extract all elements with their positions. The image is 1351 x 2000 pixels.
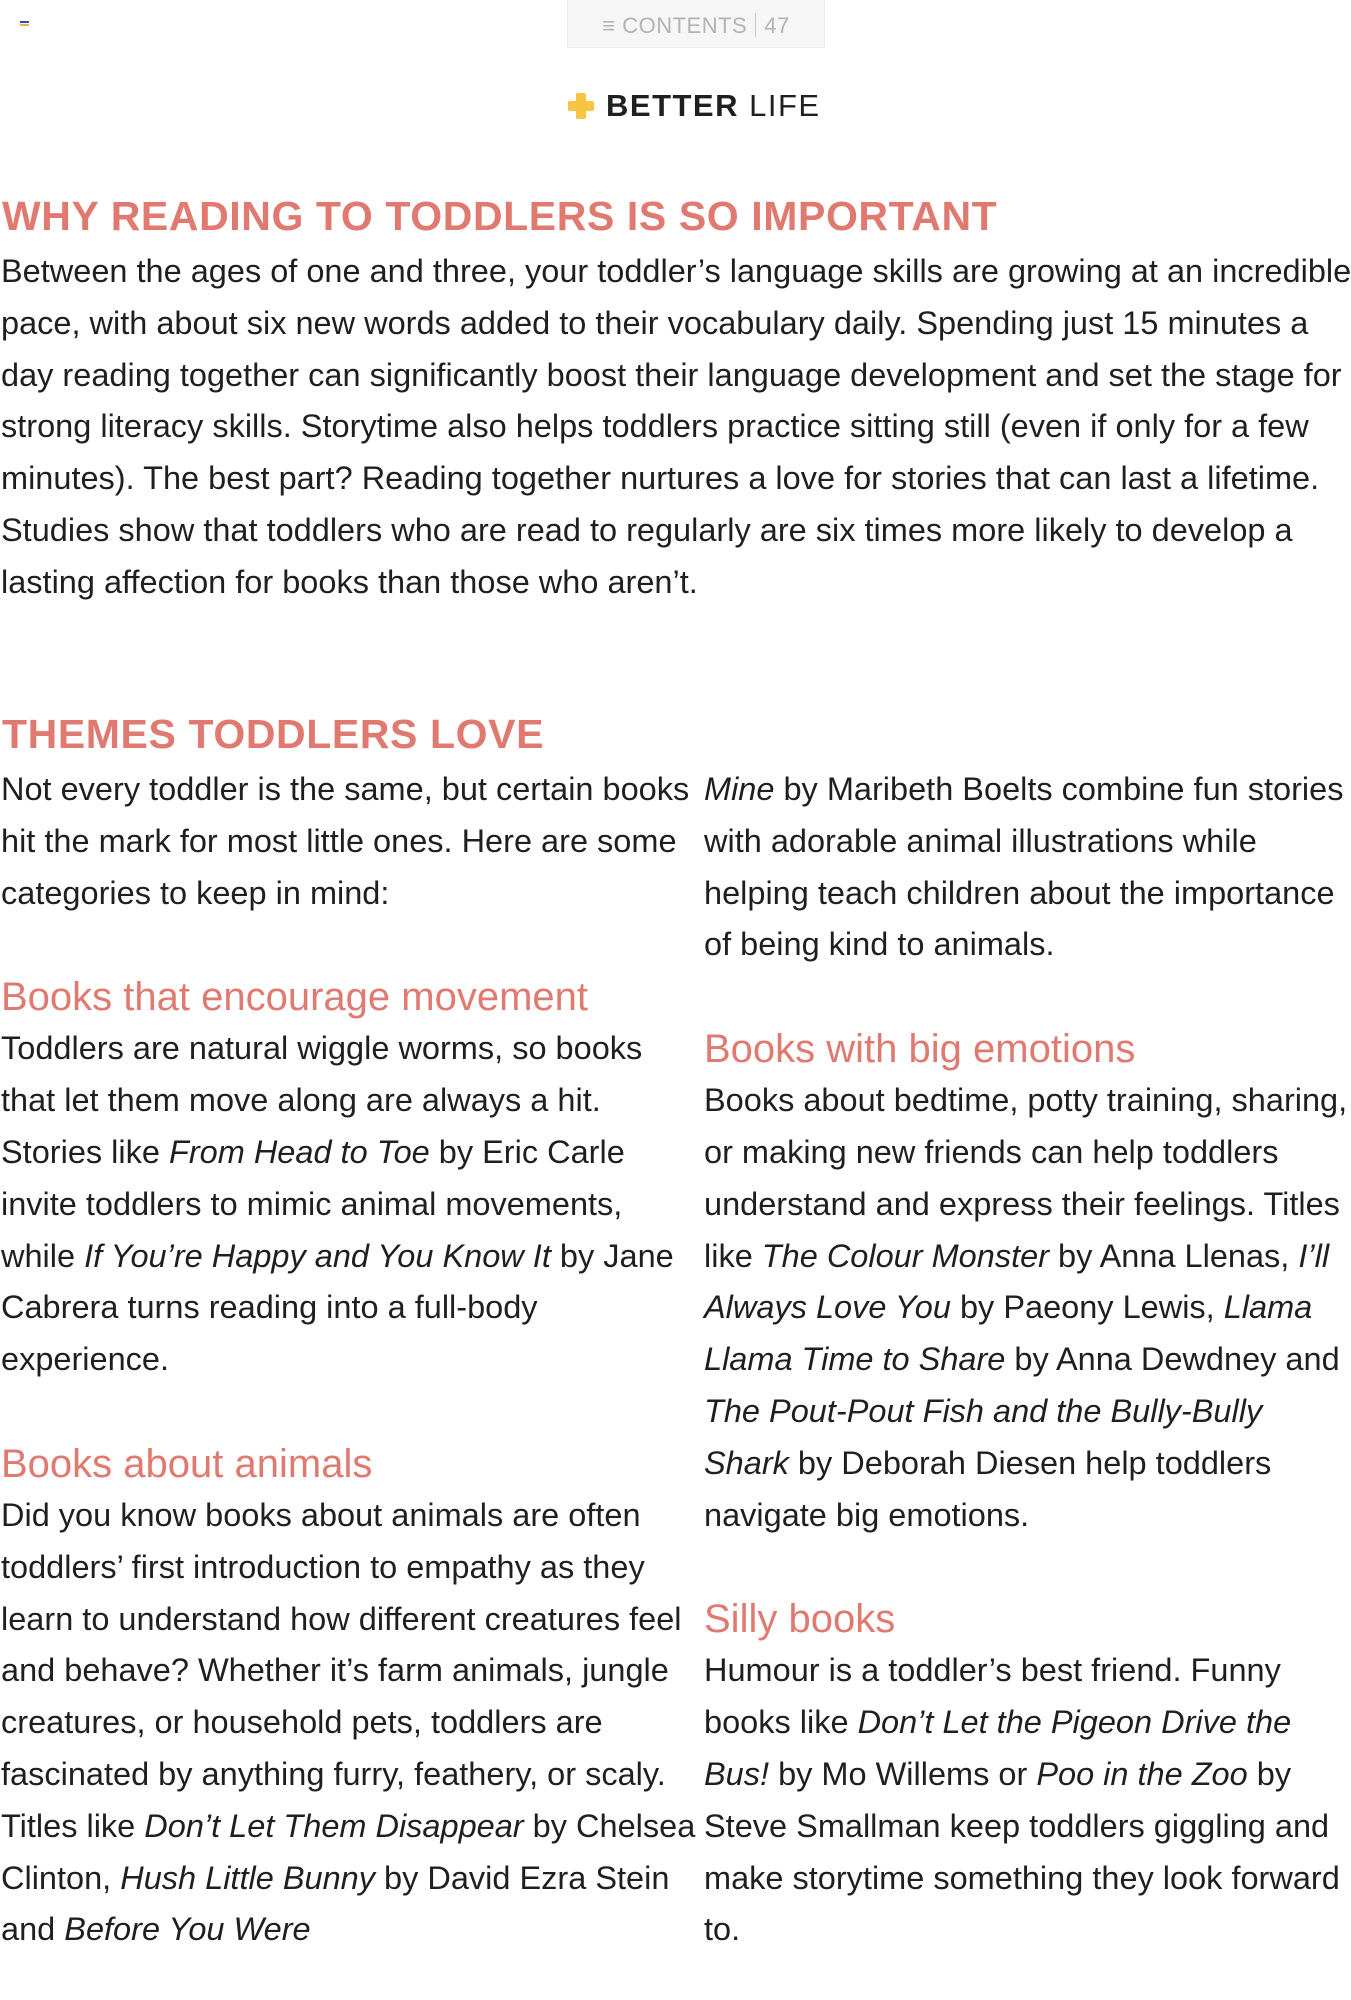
book-title: Hush Little Bunny — [120, 1859, 375, 1896]
book-title: The Pout-Pout Fish and the Bully-Bully Shark — [704, 1392, 1263, 1481]
brand-light: LIFE — [749, 88, 821, 123]
brand-bold: BETTER — [606, 88, 739, 123]
book-title: Before You Were — [64, 1911, 311, 1948]
book-title: The Colour Monster — [761, 1237, 1049, 1274]
heading-movement: Books that encourage movement — [1, 975, 589, 1020]
section-title-importance: WHY READING TO TODDLERS IS SO IMPORTANT — [2, 193, 998, 239]
book-title: Don’t Let the Pigeon Drive the Bus! — [704, 1704, 1292, 1792]
book-title: If You’re Happy and You Know It — [84, 1237, 551, 1274]
heading-emotions: Books with big emotions — [704, 1027, 1136, 1072]
section-brand — [568, 86, 821, 126]
animals-paragraph-continued: Mine by Maribeth Boelts combine fun stories with adorable animal illustrations while helping teach children about the importance of being kind to animals. — [704, 771, 1344, 963]
left-column — [1, 764, 701, 1956]
section-title-themes: THEMES TODDLERS LOVE — [2, 711, 545, 757]
emotions-paragraph: Books about bedtime, potty training, sharing, or making new friends can help toddlers understand and express their feelings. Titles like The Colour Monster by Anna Llenas, I’ll Always Love You by Paeony Lewis, Llama Llama Time to Share by Anna Dewdney and The Pout-Pout Fish and the Bully-Bully Shark by Deborah Diesen help toddlers navigate big emotions. — [704, 1082, 1348, 1533]
right-column — [704, 764, 1351, 1956]
importance-paragraph: Between the ages of one and three, your toddler’s language skills are growing at an incredible pace, with about six new words added to their vocabulary daily. Spending just 15 minutes a day reading together can significantly boost their language development and set the stage for strong literacy skills. Storytime also helps toddlers practice sitting still (even if only for a few minutes). The best part? Reading together nurtures a love for stories that can last a lifetime. Studies show that toddlers who are read to regularly are six times more likely to develop a lasting affection for books than those who aren’t. — [1, 253, 1351, 600]
contents-label: ≡ CONTENTS — [602, 13, 748, 38]
book-title: I’ll Always Love You — [704, 1237, 1330, 1326]
movement-paragraph: Toddlers are natural wiggle worms, so books that let them move along are always a hit. Stories like From Head to Toe by Eric Carle invite toddlers to mimic animal movements, while If You’re Happy and You Know It by Jane Cabrera turns reading into a full-body experience. — [1, 1030, 674, 1378]
page-number: 47 — [764, 13, 790, 38]
plus-icon — [568, 93, 594, 119]
contents-button[interactable] — [567, 0, 825, 48]
book-title: Llama Llama Time to Share — [704, 1289, 1313, 1378]
book-title: From Head to Toe — [168, 1133, 430, 1170]
flag-icon — [20, 21, 29, 28]
tab-divider — [755, 13, 756, 37]
silly-paragraph: Humour is a toddler’s best friend. Funny books like Don’t Let the Pigeon Drive the Bus! by Mo Willems or Poo in the Zoo by Steve Smallman keep toddlers giggling and make storytime something they look forward to. — [704, 1652, 1340, 1948]
book-title: Mine — [704, 771, 775, 807]
book-title: Don’t Let Them Disappear — [144, 1807, 524, 1844]
book-title: Poo in the Zoo — [1036, 1755, 1248, 1792]
animals-paragraph: Did you know books about animals are often toddlers’ first introduction to empathy as they learn to understand how different creatures feel and behave? Whether it’s farm animals, jungle creatures, or household pets, toddlers are fascinated by anything furry, feathery, or scaly. Titles like Don’t Let Them Disappear by Chelsea Clinton, Hush Little Bunny by David Ezra Stein and Before You Were — [1, 1496, 696, 1948]
themes-intro: Not every toddler is the same, but certain books hit the mark for most little ones. Here are some categories to keep in mind: — [1, 771, 690, 911]
heading-animals: Books about animals — [1, 1441, 373, 1486]
heading-silly: Silly books — [704, 1597, 896, 1642]
